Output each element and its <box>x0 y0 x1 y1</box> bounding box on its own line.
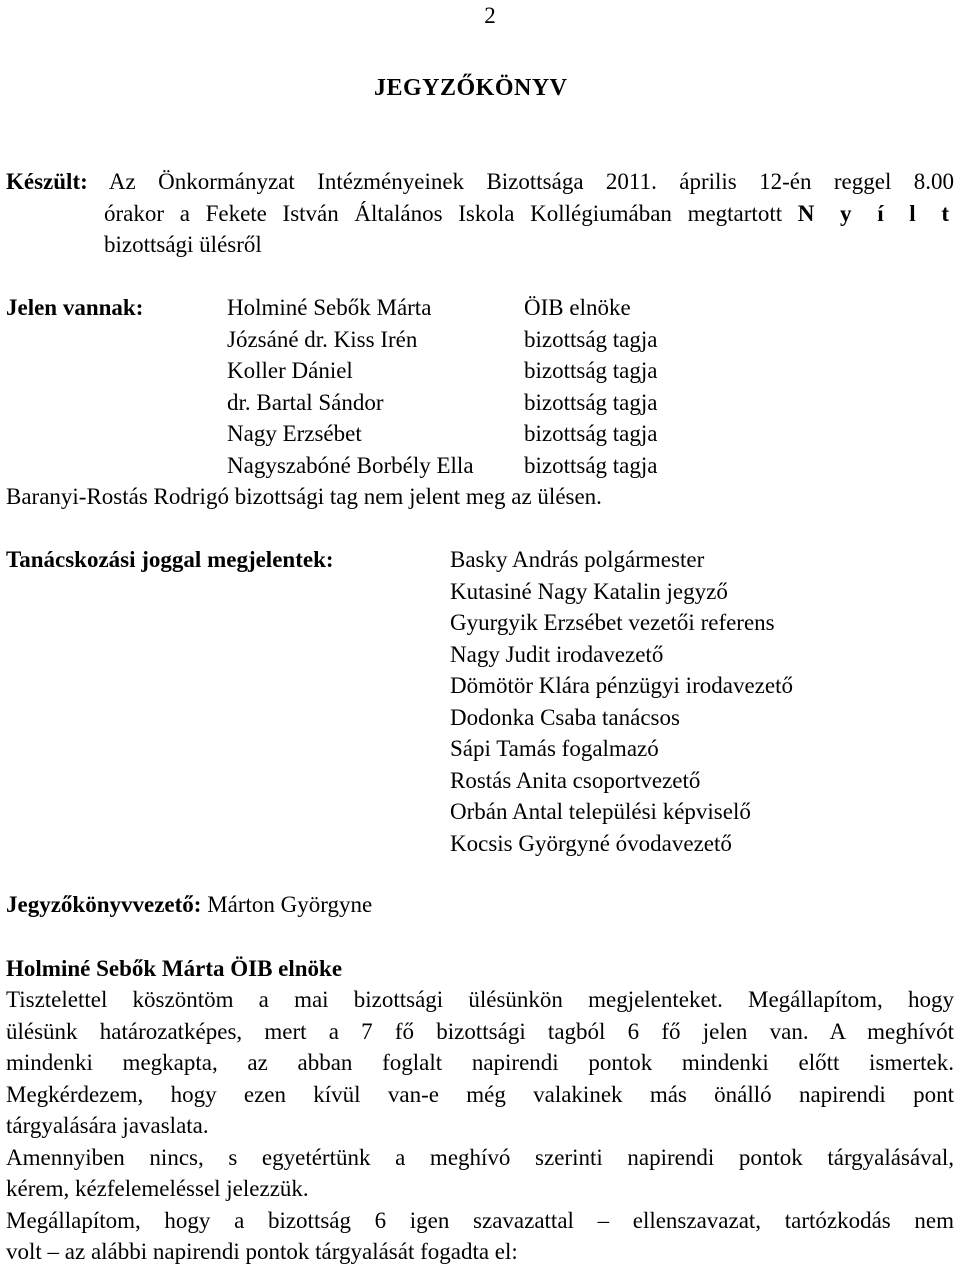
member-row <box>227 355 658 387</box>
chair-heading: Holminé Sebők Márta ÖIB elnöke <box>6 956 343 981</box>
text-line: volt – az alábbi napirendi pontok tárgyalását fogadta el: <box>6 1239 518 1264</box>
text-line: Amennyiben nincs, s egyetértünk a meghívó szerinti napirendi pontok tárgyalásával, <box>6 1144 954 1170</box>
advisory-person: Orbán Antal települési képviselő <box>450 799 751 824</box>
made-line2-text: órakor a Fekete István Általános Iskola Kollégiumában megtartott <box>104 200 798 226</box>
member-row <box>227 387 658 419</box>
text-line: ülésünk határozatképes, mert a 7 fő bizottsági tagból 6 fő jelen van. A meghívót <box>6 1018 954 1044</box>
advisory-person: Kutasiné Nagy Katalin jegyző <box>450 578 728 604</box>
member-name: Koller Dániel <box>227 358 353 383</box>
recorder-line <box>6 889 372 921</box>
member-role: bizottság tagja <box>524 421 658 446</box>
advisory-person: Basky András polgármester <box>450 547 705 572</box>
opening-remarks <box>6 984 954 1268</box>
advisory-person: Dodonka Csaba tanácsos <box>450 704 680 730</box>
member-role: bizottság tagja <box>524 452 658 478</box>
made-line-2 <box>6 198 954 230</box>
text-line: Tisztelettel köszöntöm a mai bizottsági ülésünkön megjelenteket. Megállapítom, hogy <box>6 987 954 1012</box>
text-line: Megkérdezem, hogy ezen kívül van-e még valakinek más önálló napirendi pont <box>6 1081 954 1107</box>
member-row <box>227 292 658 324</box>
page-number: 2 <box>484 3 496 28</box>
member-name: Nagy Erzsébet <box>227 421 362 446</box>
made-block <box>6 166 954 261</box>
member-name: Nagyszabóné Borbély Ella <box>227 452 474 478</box>
present-label: Jelen vannak: <box>6 295 144 320</box>
advisory-list <box>450 544 793 859</box>
document-title: JEGYZŐKÖNYV <box>374 75 568 101</box>
advisory-person: Dömötör Klára pénzügyi irodavezető <box>450 673 793 698</box>
made-line-1 <box>6 166 954 198</box>
advisory-label: Tanácskozási joggal megjelentek: <box>6 547 334 572</box>
member-name: Józsáné dr. Kiss Irén <box>227 326 418 352</box>
member-row <box>227 450 658 482</box>
member-role: bizottság tagja <box>524 389 658 415</box>
advisory-person: Gyurgyik Erzsébet vezetői referens <box>450 610 775 635</box>
member-row <box>227 418 658 450</box>
made-line1-text: Az Önkormányzat Intézményeinek Bizottsága 2011. április 12-én reggel 8.00 <box>87 169 954 194</box>
advisory-person: Rostás Anita csoportvezető <box>450 767 701 793</box>
member-role: bizottság tagja <box>524 326 658 352</box>
member-role: bizottság tagja <box>524 358 658 383</box>
advisory-person: Nagy Judit irodavezető <box>450 641 664 667</box>
advisory-person: Sápi Tamás fogalmazó <box>450 736 659 761</box>
text-line: mindenki megkapta, az abban foglalt napirendi pontok mindenki előtt ismertek. <box>6 1050 954 1075</box>
recorder-label: Jegyzőkönyvvezető: <box>6 892 202 917</box>
made-line-3: bizottsági ülésről <box>104 232 262 257</box>
text-line: kérem, kézfelemeléssel jelezzük. <box>6 1176 309 1201</box>
member-name: dr. Bartal Sándor <box>227 389 384 415</box>
text-line: Megállapítom, hogy a bizottság 6 igen szavazattal – ellenszavazat, tartózkodás nem <box>6 1207 954 1233</box>
present-members-table <box>227 292 658 481</box>
member-row <box>227 324 658 356</box>
member-name: Holminé Sebők Márta <box>227 295 432 320</box>
advisory-person: Kocsis Györgyné óvodavezető <box>450 830 732 856</box>
absent-note: Baranyi-Rostás Rodrigó bizottsági tag nem jelent meg az ülésen. <box>6 484 602 509</box>
text-line: tárgyalására javaslata. <box>6 1113 209 1138</box>
recorder-name: Márton Györgyne <box>201 892 373 917</box>
session-type: N y í l t <box>797 200 954 226</box>
member-role: ÖIB elnöke <box>524 295 631 320</box>
made-label: Készült: <box>6 169 88 194</box>
